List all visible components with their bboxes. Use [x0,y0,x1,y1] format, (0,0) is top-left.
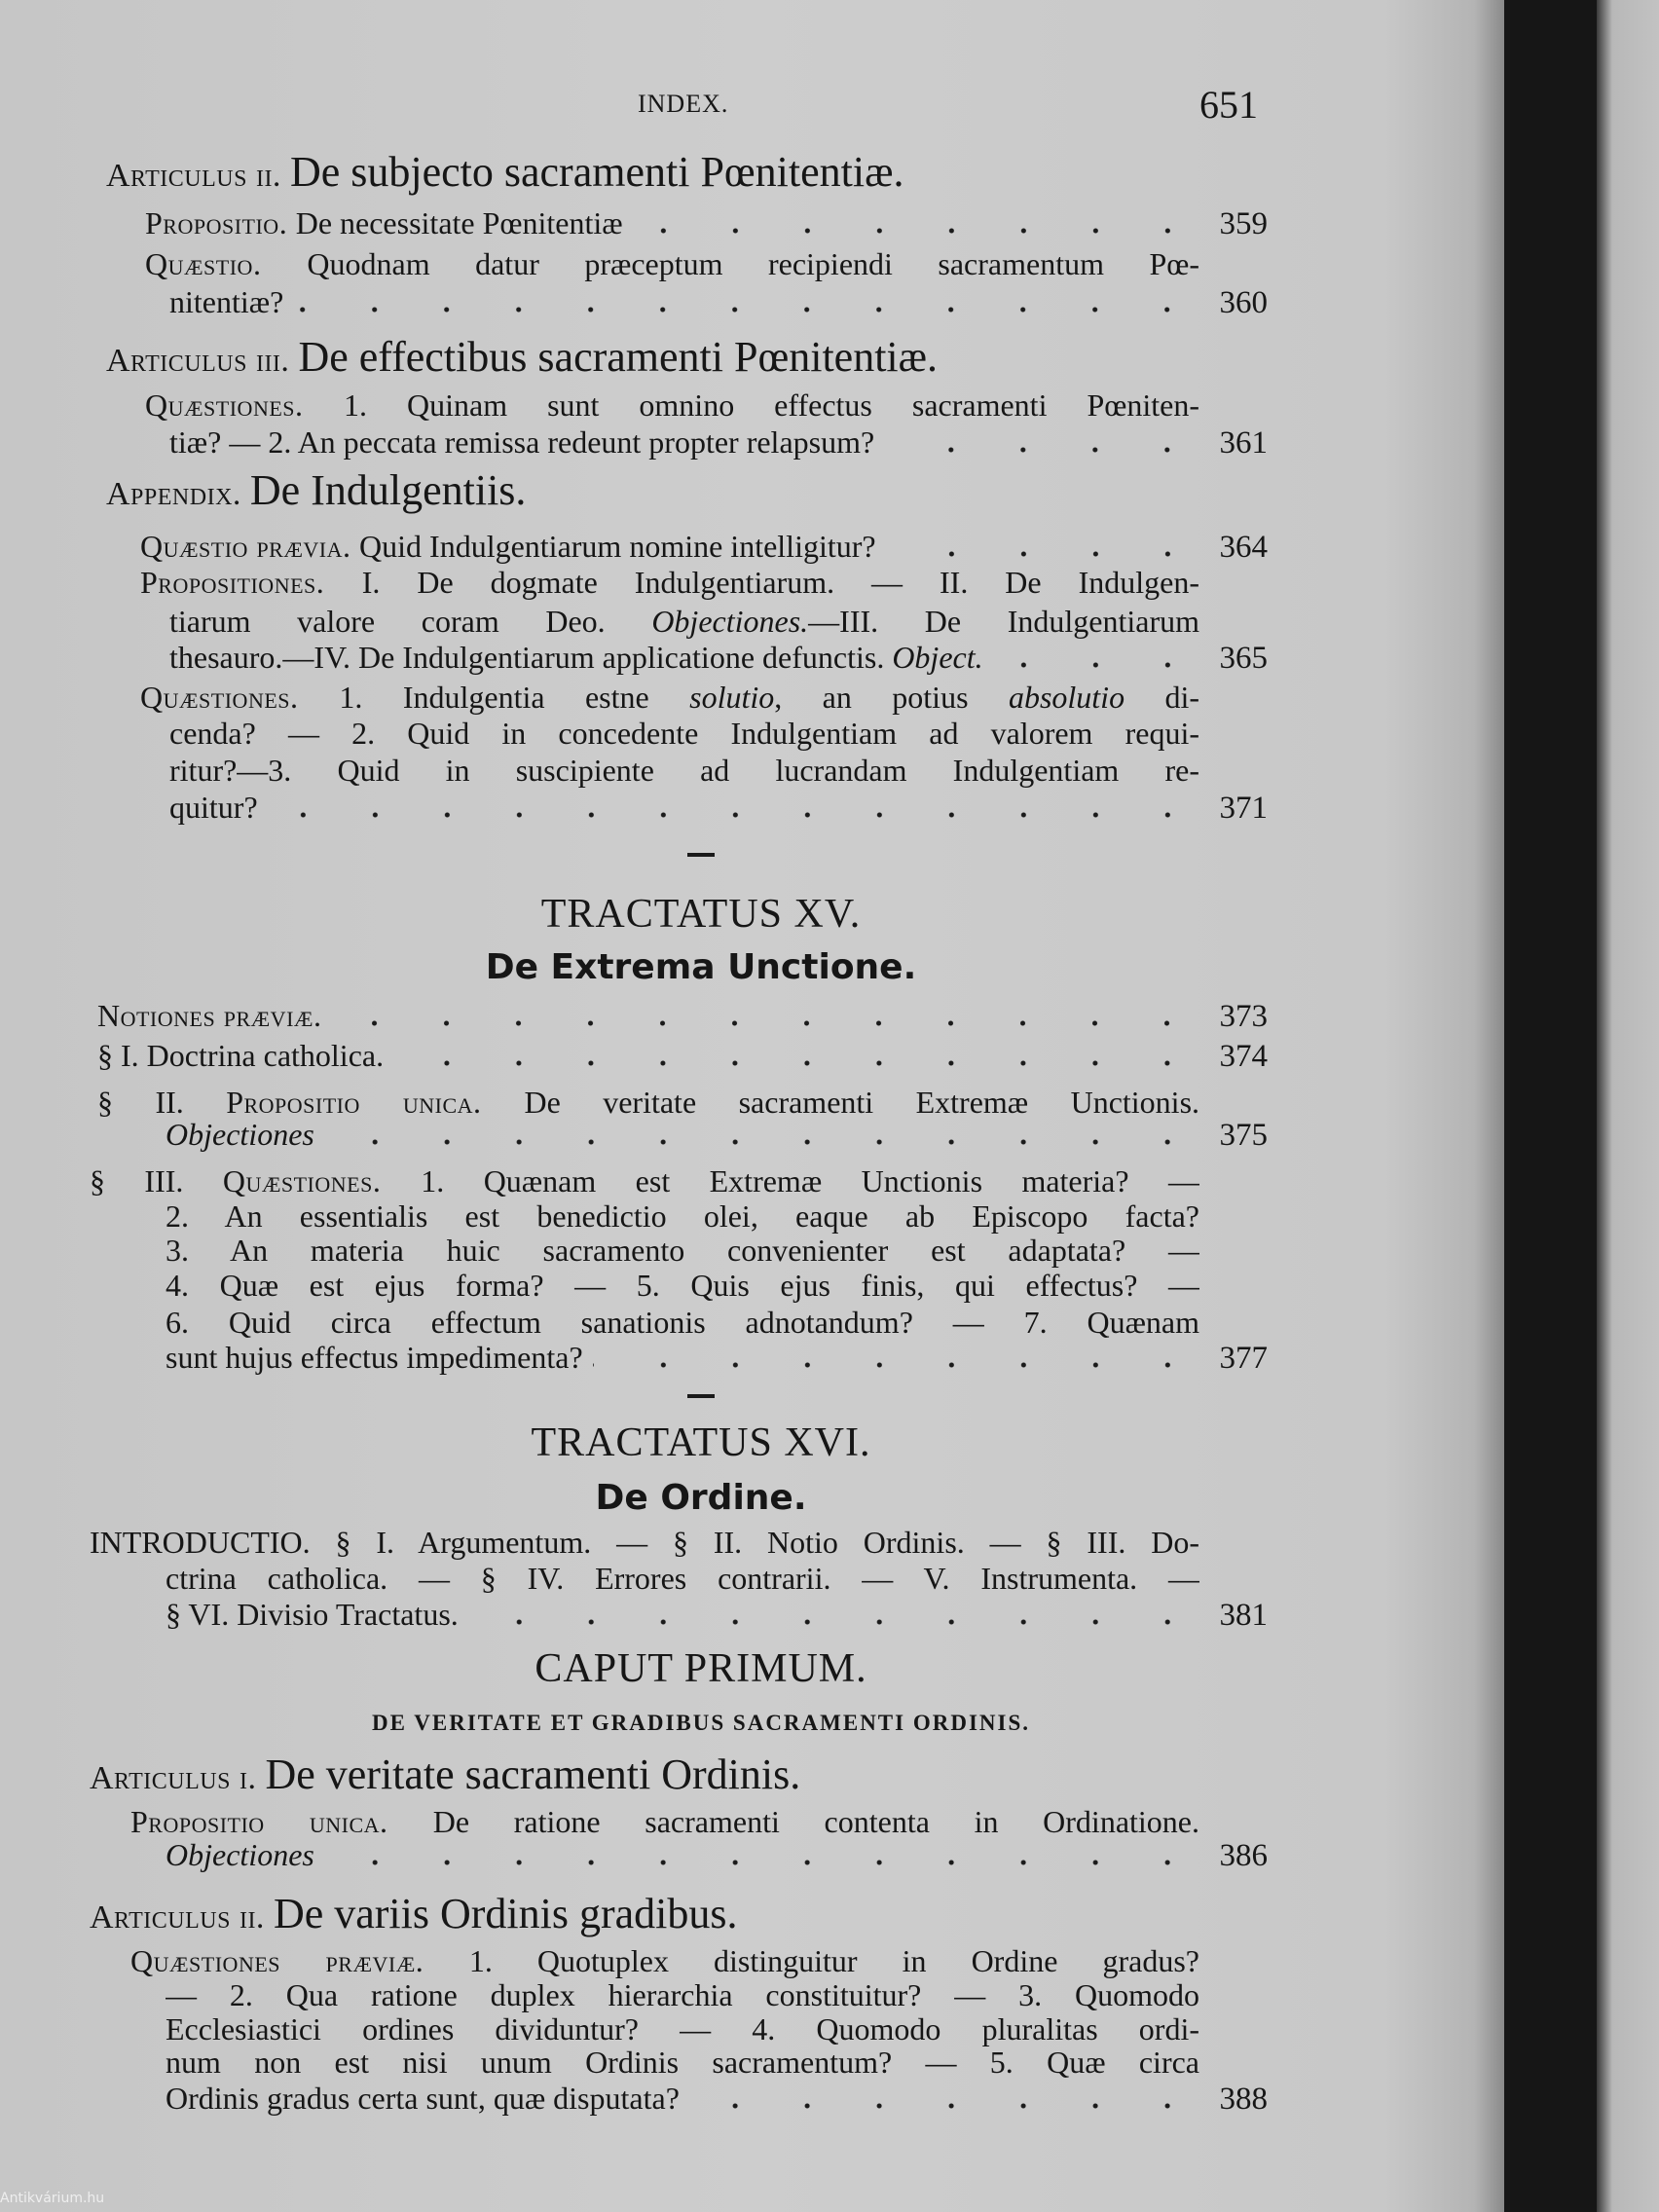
entry-text [166,2045,1199,2080]
entry-text [531,1420,871,1465]
text-segment: , an potius [774,680,1009,715]
text-segment: tiæ? — 2. An peccata remissa redeunt propter relapsum? [169,424,875,460]
entry-text [540,892,862,937]
text-segment: 6. Quid circa effectum sanationis adnotandum? — 7. Quænam [166,1305,1199,1340]
entry-page-number: 386 [1219,1838,1268,1873]
centered-title [195,1646,1207,1691]
entry-text [130,1804,1199,1839]
index-entry-line [169,788,1268,828]
text-segment: Quid Indulgentiarum nomine intelligitur? [359,529,876,564]
index-entry-line [90,1523,1199,1562]
text-segment: TRACTATUS XV. [540,892,862,937]
text-segment: De effectibus sacramenti Pœnitentiæ. [298,333,938,381]
text-segment: DE VERITATE ET GRADIBUS SACRAMENTI ORDINIS. [371,1711,1031,1735]
centered-title [195,1700,1207,1743]
index-entry-line [166,1835,1268,1875]
entry-text [90,1525,1199,1560]
entry-page-number: 359 [1219,206,1268,241]
text-segment: § III. [90,1163,223,1198]
text-segment: De veritate sacramenti Ordinis. [265,1751,801,1798]
index-entry-line [166,1338,1268,1378]
entry-text [166,1233,1199,1268]
index-entry-line [97,1036,1268,1076]
text-segment: Ecclesiastici ordines dividuntur? — 4. Quomodo pluralitas ordi- [166,2011,1199,2046]
entry-text [166,1305,1199,1340]
index-entry-line [166,2043,1199,2082]
entry-text [169,604,1199,639]
text-segment: 3. An materia huic sacramento convenienter est adaptata? — [166,1233,1199,1268]
dot-leader [633,227,1203,235]
entry-page-number: 364 [1219,530,1268,565]
dot-leader [331,1019,1203,1027]
text-segment: I. De dogmate Indulgentiarum. — II. De Indulgen- [361,565,1199,600]
entry-text [166,1561,1199,1596]
text-segment: quitur? [169,790,258,825]
entry-text [97,1036,384,1075]
entry-text [169,788,258,827]
index-entry-line [166,1115,1268,1155]
entry-text [130,1943,1199,1978]
text-segment: di- [1124,680,1199,715]
section-divider [687,1394,715,1398]
text-segment: — 2. Qua ratione duplex hierarchia constituitur? — 3. Quomodo [166,1977,1199,2012]
section-divider [687,853,715,857]
index-entry-line [140,678,1199,717]
entry-label: Propositiones. [140,565,362,600]
section-heading [106,148,1199,201]
entry-text [145,203,623,242]
text-segment: § II. [97,1085,227,1120]
text-segment: 4. Quæ est ejus forma? — 5. Quis ejus finis, qui effectus? — [166,1268,1199,1303]
entry-label: Articulus ii. [106,158,290,194]
italic-text: solutio [689,680,775,715]
index-entry-line [140,527,1268,567]
index-entry-line [130,1941,1199,1980]
index-entry-line [166,2079,1268,2119]
text-segment: tiarum valore coram Deo. [169,604,652,639]
dot-leader [593,1361,1203,1369]
text-segment: ritur?—3. Quid in suscipiente ad lucrandam Indulgentiam re- [169,753,1199,788]
italic-text: Objectiones. [651,604,809,639]
text-segment: 1. Quinam sunt omnino effectus sacramenti Pœniten- [344,387,1199,423]
entry-text [140,565,1199,600]
dot-leader [324,1138,1203,1146]
book-spine-shadow [1504,0,1597,2212]
text-segment: De Ordine. [595,1478,807,1518]
index-entry-line [169,714,1199,753]
entry-text [166,1115,314,1154]
entry-text [169,716,1199,751]
index-entry-line [169,638,1268,678]
entry-text [166,1977,1199,2012]
centered-title [195,1479,1207,1518]
section-heading [90,1751,1199,1803]
section-heading [106,466,1199,519]
italic-text: Objectiones [166,1837,314,1872]
text-segment: De ratione sacramenti contenta in Ordinatione. [432,1804,1199,1839]
text-segment: 2. An essentialis est benedictio olei, eaque ab Episcopo facta? [166,1198,1199,1234]
section-heading [106,333,1199,386]
entry-text [595,1478,807,1518]
entry-label: Articulus i. [90,1760,266,1796]
index-entry-line [145,386,1199,424]
entry-text [90,1163,1199,1198]
entry-label: Quæstio. [145,246,308,281]
entry-text [97,996,321,1035]
entry-text [90,1751,800,1798]
entry-text [169,282,283,321]
page-edge [1597,0,1659,2212]
text-segment: § VI. Divisio Tractatus. [166,1597,459,1632]
text-segment: num non est nisi unum Ordinis sacramentum? — 5. Quæ circa [166,2045,1199,2080]
text-segment: 1. Indulgentia estne [339,680,690,715]
entry-label: Articulus ii. [90,1899,274,1936]
italic-text: Object. [892,640,983,675]
watermark: Antikvárium.hu [0,2191,105,2206]
index-entry-line [166,1266,1199,1305]
text-segment: Quodnam datur præceptum recipiendi sacramentum Pœ- [307,246,1199,281]
index-entry-line [169,751,1199,790]
dot-leader [324,1859,1203,1866]
index-entry-line [169,602,1199,641]
text-segment: De Extrema Unctione. [485,947,917,987]
dot-leader [268,811,1203,819]
entry-label: Quæstiones. [140,680,340,715]
text-segment: sunt hujus effectus impedimenta? [166,1340,583,1375]
dot-leader [468,1618,1203,1626]
index-entry-line [97,996,1268,1036]
text-segment: De necessitate Pœnitentiæ [295,205,623,240]
entry-text [169,638,983,677]
index-entry-line [166,1595,1268,1635]
entry-label: Quæstio prævia. [140,529,360,564]
text-segment: CAPUT PRIMUM. [535,1646,867,1691]
entry-text [535,1646,867,1691]
dot-leader [884,446,1203,454]
entry-text [166,1198,1199,1234]
entry-page-number: 360 [1219,285,1268,320]
text-segment: cenda? — 2. Quid in concedente Indulgentiam ad valorem requi- [169,716,1199,751]
entry-text [166,1268,1199,1303]
text-segment: Ordinis gradus certa sunt, quæ disputata? [166,2081,680,2116]
entry-text [166,2011,1199,2046]
entry-page-number: 361 [1219,425,1268,461]
entry-label: Propositio unica. [130,1804,433,1839]
centered-title [195,948,1207,987]
entry-page-number: 373 [1219,999,1268,1034]
text-segment: TRACTATUS XVI. [531,1420,871,1465]
entry-page-number: 377 [1219,1341,1268,1376]
dot-leader [993,661,1203,669]
entry-label: Quæstiones. [145,387,344,423]
dot-leader [293,306,1203,313]
entry-page-number: 381 [1219,1598,1268,1633]
text-segment: De veritate sacramenti Extremæ Unctionis. [524,1085,1199,1120]
entry-text [169,423,874,461]
section-heading [90,1890,1199,1942]
centered-title [195,1420,1207,1465]
entry-page-number: 371 [1219,791,1268,826]
entry-text [106,333,938,381]
entry-text [485,947,917,987]
entry-text [106,466,526,514]
entry-page-number: 374 [1219,1039,1268,1074]
entry-text [145,246,1199,281]
entry-label: Quæstiones præviæ. [130,1943,469,1978]
index-entry-line [90,1161,1199,1200]
index-entry-line [166,1975,1199,2014]
text-segment: De Indulgentiis. [249,466,527,514]
entry-label: Notiones præviæ. [97,998,322,1033]
entry-label: Quæstiones. [222,1163,422,1198]
index-entry-line [140,563,1199,602]
entry-page-number: 388 [1219,2082,1268,2117]
italic-text: absolutio [1008,680,1125,715]
entry-text [166,1595,459,1634]
entry-text [166,1835,314,1874]
entry-label: Propositio unica. [226,1085,525,1120]
italic-text: Objectiones [166,1117,314,1152]
entry-page-number: 375 [1219,1118,1268,1153]
entry-text [169,753,1199,788]
dot-leader [886,550,1203,558]
entry-label: Propositio. [145,205,296,240]
text-segment: 1. Quotuplex distinguitur in Ordine gradus? [468,1943,1199,1978]
entry-text [90,1890,738,1937]
page-number: 651 [1199,83,1258,127]
entry-page-number: 365 [1219,641,1268,676]
index-entry-line [166,1303,1199,1342]
text-segment: thesauro.—IV. De Indulgentiarum applicatione defunctis. [169,640,893,675]
index-entry-line [166,1559,1199,1598]
text-segment: —III. De Indulgentiarum [808,604,1199,639]
text-segment: INTRODUCTIO. § I. Argumentum. — § II. Notio Ordinis. — § III. Do- [90,1525,1199,1560]
index-entry-line [145,203,1268,243]
entry-text [166,1338,583,1377]
text-segment: ctrina catholica. — § IV. Errores contrarii. — V. Instrumenta. — [166,1561,1199,1596]
entry-text [372,1702,1030,1737]
index-entry-line [169,282,1268,322]
index-entry-line [169,423,1268,462]
entry-text [106,148,903,196]
entry-text [140,527,876,566]
entry-text [140,680,1199,715]
entry-text [145,387,1199,423]
text-segment: De subjecto sacramenti Pœnitentiæ. [289,148,904,196]
dot-leader [689,2102,1203,2110]
running-header: INDEX. [638,90,729,118]
entry-label: Articulus iii. [106,343,299,379]
text-segment: De variis Ordinis gradibus. [273,1890,738,1937]
text-segment: § I. Doctrina catholica. [97,1038,385,1073]
index-entry-line [166,1231,1199,1270]
index-entry-line [145,244,1199,283]
index-entry-line [166,1197,1199,1235]
dot-leader [393,1059,1203,1067]
centered-title [195,892,1207,937]
entry-text [166,2079,680,2118]
text-segment: 1. Quænam est Extremæ Unctionis materia? — [421,1163,1199,1198]
text-segment: nitentiæ? [169,284,284,319]
entry-label: Appendix. [106,476,250,512]
